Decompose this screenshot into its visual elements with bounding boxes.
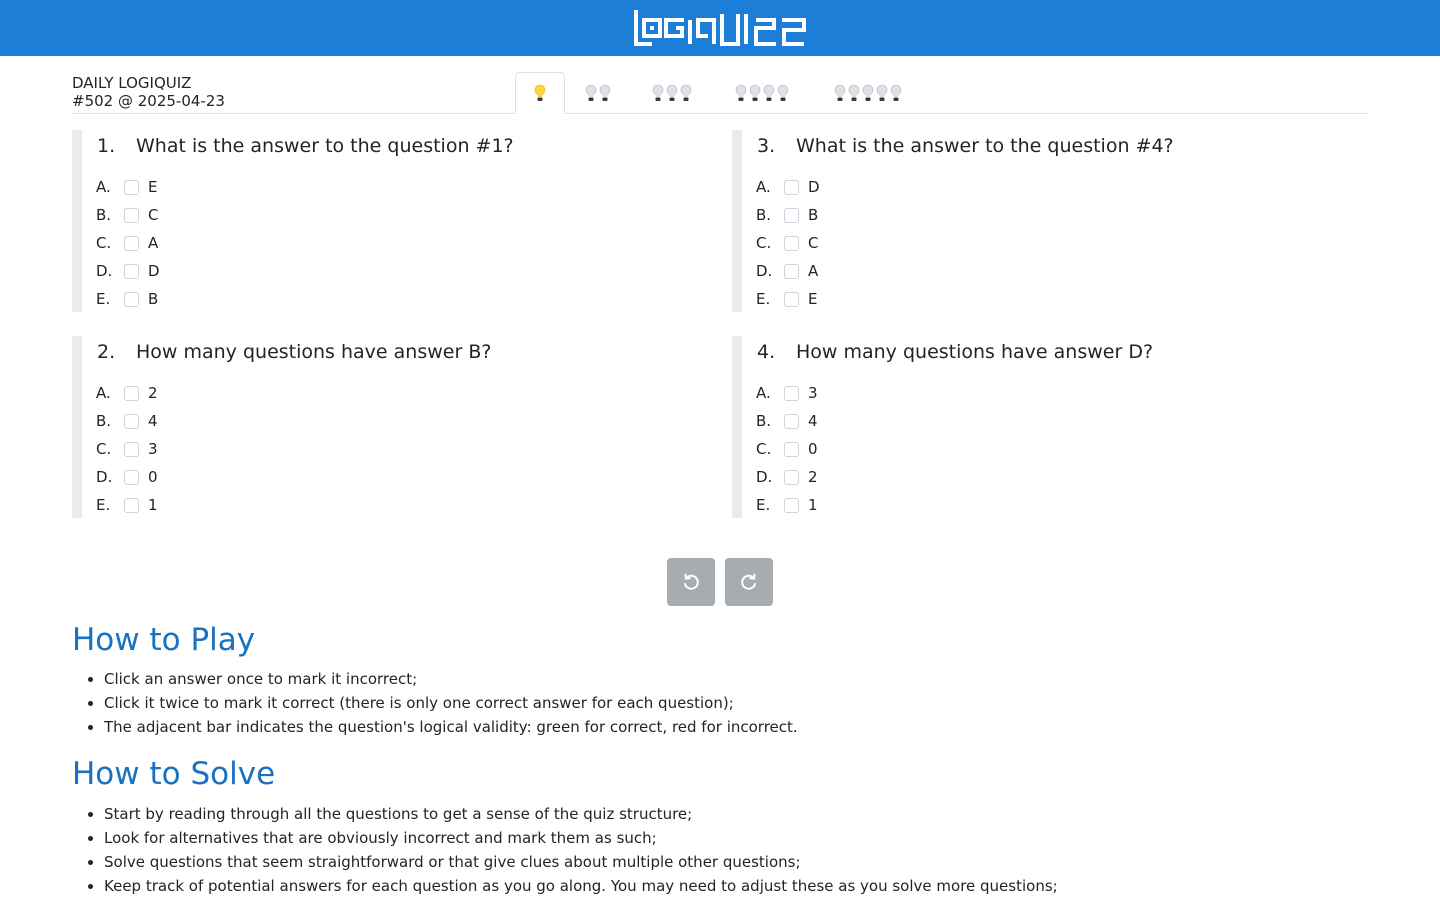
puzzle-id-date: #502 @ 2025-04-23: [72, 92, 225, 110]
answer-option[interactable]: D. D: [96, 262, 160, 280]
answer-checkbox[interactable]: [784, 264, 799, 279]
answer-checkbox[interactable]: [124, 442, 139, 457]
lightbulb-icon: [599, 84, 611, 102]
answer-checkbox[interactable]: [124, 498, 139, 513]
answer-checkbox[interactable]: [784, 292, 799, 307]
question-card-4: [732, 336, 1368, 518]
lightbulb-icon: [763, 84, 775, 102]
lightbulb-icon: [680, 84, 692, 102]
question-title: 4. How many questions have answer D?: [757, 341, 1154, 363]
list-item: • The adjacent bar indicates the question's logical validity: green for correct, red for incorrect.: [104, 715, 798, 739]
validity-bar: [72, 336, 82, 518]
answer-option[interactable]: E. 1: [96, 496, 158, 514]
lightbulb-icon: [876, 84, 888, 102]
how-to-play-list: [104, 667, 798, 739]
answer-checkbox[interactable]: [784, 180, 799, 195]
answer-checkbox[interactable]: [784, 498, 799, 513]
answer-option[interactable]: C. C: [756, 234, 819, 252]
logiquiz-logo[interactable]: [632, 8, 808, 48]
answer-checkbox[interactable]: [124, 208, 139, 223]
validity-bar: [72, 130, 82, 312]
answer-checkbox[interactable]: [124, 264, 139, 279]
question-title: 2. How many questions have answer B?: [97, 341, 492, 363]
tab-difficulty-4[interactable]: [722, 72, 802, 114]
list-item: • Look for alternatives that are obviously incorrect and mark them as such;: [104, 826, 1058, 850]
lightbulb-icon: [862, 84, 874, 102]
list-item: • Click it twice to mark it correct (there is only one correct answer for each question);: [104, 691, 798, 715]
list-item: • Keep track of potential answers for each question as you go along. You may need to adjust these as you solve more questions;: [104, 874, 1058, 898]
answer-checkbox[interactable]: [784, 208, 799, 223]
answer-checkbox[interactable]: [784, 236, 799, 251]
answer-option[interactable]: B. C: [96, 206, 159, 224]
lightbulb-icon: [749, 84, 761, 102]
answer-checkbox[interactable]: [784, 386, 799, 401]
answer-checkbox[interactable]: [784, 414, 799, 429]
list-item: • Solve questions that seem straightforward or that give clues about multiple other questions;: [104, 850, 1058, 874]
lightbulb-icon: [652, 84, 664, 102]
question-title: 3. What is the answer to the question #4?: [757, 135, 1174, 157]
lightbulb-icon: [666, 84, 678, 102]
answer-checkbox[interactable]: [124, 180, 139, 195]
question-card-2: [72, 336, 708, 518]
how-to-solve-list: [104, 802, 1058, 898]
tabs-divider: [72, 113, 1368, 114]
tab-difficulty-3[interactable]: [640, 72, 704, 114]
answer-option[interactable]: C. 3: [96, 440, 158, 458]
list-item: • Start by reading through all the questions to get a sense of the quiz structure;: [104, 802, 1058, 826]
lightbulb-icon: [890, 84, 902, 102]
list-item: • Click an answer once to mark it incorrect;: [104, 667, 798, 691]
answer-option[interactable]: A. E: [96, 178, 158, 196]
answer-option[interactable]: A. 3: [756, 384, 818, 402]
how-to-play-heading: How to Play: [72, 622, 256, 658]
answer-option[interactable]: B. B: [756, 206, 819, 224]
top-bar: [0, 0, 1440, 56]
redo-button[interactable]: [725, 558, 773, 606]
answer-option[interactable]: A. D: [756, 178, 820, 196]
lightbulb-icon: [585, 84, 597, 102]
answer-checkbox[interactable]: [784, 442, 799, 457]
tab-difficulty-5[interactable]: [820, 72, 916, 114]
answer-checkbox[interactable]: [124, 236, 139, 251]
tab-difficulty-2[interactable]: [572, 72, 624, 114]
question-card-3: [732, 130, 1368, 312]
answer-option[interactable]: C. 0: [756, 440, 818, 458]
puzzle-title: DAILY LOGIQUIZ: [72, 74, 192, 92]
answer-checkbox[interactable]: [124, 470, 139, 485]
puzzle-info: [72, 74, 225, 110]
answer-option[interactable]: D. A: [756, 262, 819, 280]
answer-option[interactable]: D. 2: [756, 468, 818, 486]
tab-difficulty-1[interactable]: [515, 72, 565, 114]
redo-icon: [739, 572, 759, 592]
undo-icon: [681, 572, 701, 592]
answer-option[interactable]: E. B: [96, 290, 159, 308]
undo-button[interactable]: [667, 558, 715, 606]
answer-checkbox[interactable]: [124, 414, 139, 429]
lightbulb-icon: [777, 84, 789, 102]
answer-option[interactable]: E. 1: [756, 496, 818, 514]
answer-checkbox[interactable]: [124, 292, 139, 307]
lightbulb-icon: [735, 84, 747, 102]
answer-checkbox[interactable]: [124, 386, 139, 401]
answer-option[interactable]: B. 4: [96, 412, 158, 430]
answer-option[interactable]: B. 4: [756, 412, 818, 430]
how-to-solve-heading: How to Solve: [72, 756, 276, 792]
answer-option[interactable]: C. A: [96, 234, 159, 252]
answer-option[interactable]: A. 2: [96, 384, 158, 402]
question-title: 1. What is the answer to the question #1?: [97, 135, 514, 157]
answer-checkbox[interactable]: [784, 470, 799, 485]
validity-bar: [732, 130, 742, 312]
answer-option[interactable]: D. 0: [96, 468, 158, 486]
answer-option[interactable]: E. E: [756, 290, 818, 308]
validity-bar: [732, 336, 742, 518]
lightbulb-icon: [848, 84, 860, 102]
lightbulb-lit-icon: [534, 84, 546, 102]
lightbulb-icon: [834, 84, 846, 102]
question-card-1: [72, 130, 708, 312]
